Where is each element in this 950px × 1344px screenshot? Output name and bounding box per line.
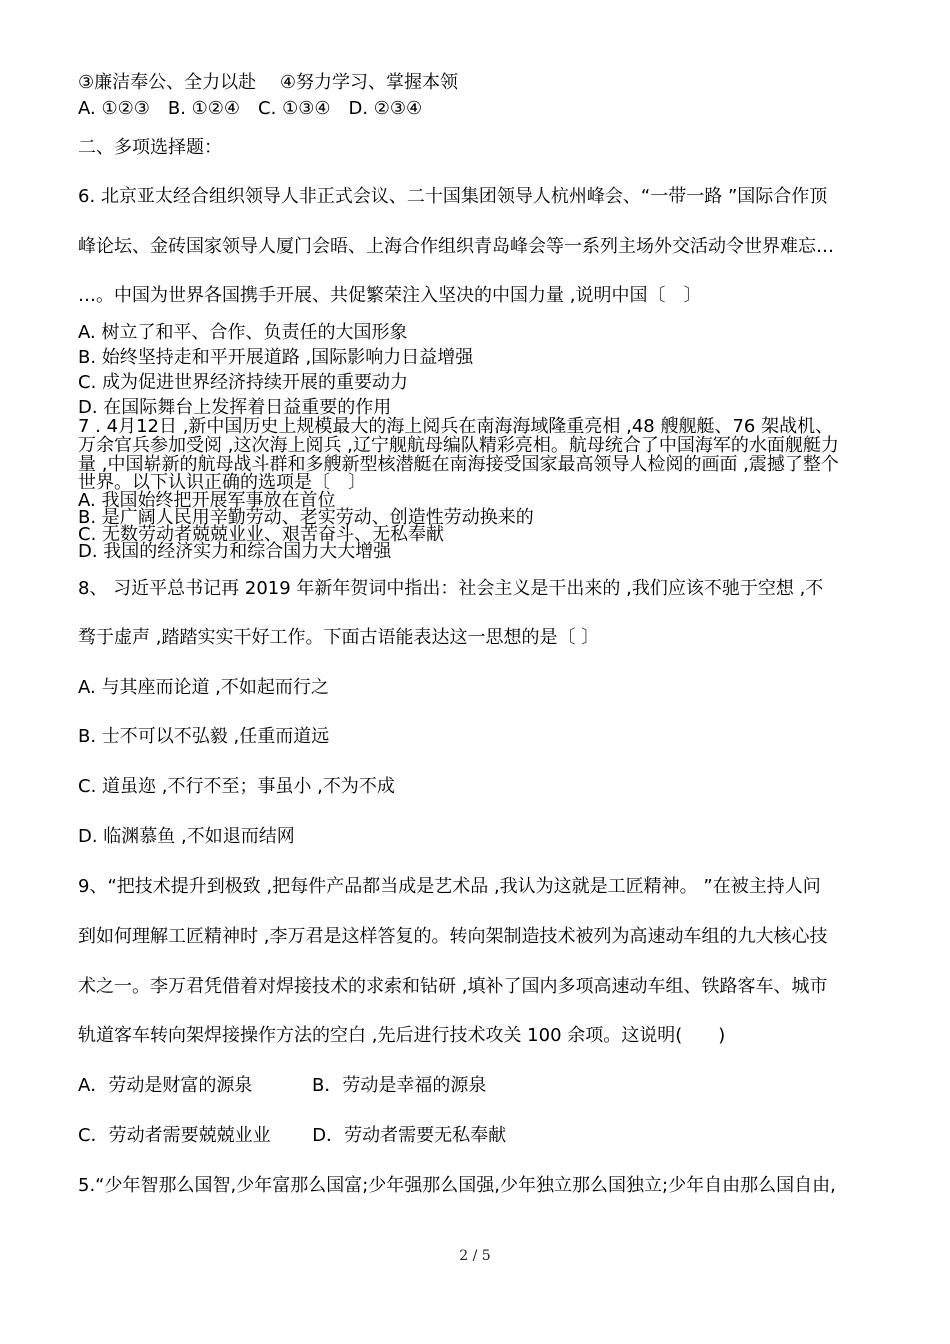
- question-7-line-4: 世界。以下认识正确的选项是〔 〕: [78, 472, 366, 493]
- question-6-option-d: D. 在国际舞台上发挥着日益重要的作用: [78, 397, 392, 418]
- question-8-option-a: A. 与其座而论道 ,不如起而行之: [78, 677, 329, 698]
- question-7-option-d: D. 我国的经济实力和综合国力大大增强: [78, 541, 392, 562]
- answer-choices-line: A. ①②③ B. ①②④ C. ①③④ D. ②③④: [78, 98, 423, 119]
- question-9-line-4: 轨道客车转向架焊接操作方法的空白 ,先后进行技术攻关 100 余项。这说明( ): [78, 1025, 726, 1046]
- question-9-line-3: 术之一。李万君凭借着对焊接技术的求索和钻研 ,填补了国内多项高速动车组、铁路客车、城市: [78, 976, 828, 997]
- option-line-3-4: ③廉洁奉公、全力以赴 ④努力学习、掌握本领: [78, 72, 458, 93]
- question-8-option-c: C. 道虽迩 ,不行不至；事虽小 ,不为不成: [78, 776, 395, 797]
- question-5-line-1: 5.“少年智那么国智,少年富那么国富;少年强那么国强,少年独立那么国独立;少年自由那么国自由,: [78, 1175, 836, 1196]
- question-6-option-c: C. 成为促进世界经济持续开展的重要动力: [78, 372, 409, 393]
- question-9-line-2: 到如何理解工匠精神时 ,李万君是这样答复的。转向架制造技术被列为高速动车组的九大核心技: [78, 926, 828, 947]
- question-6-line-2: 峰论坛、金砖国家领导人厦门会晤、上海合作组织青岛峰会等一系列主场外交活动令世界难忘…: [78, 236, 834, 257]
- question-6-option-b: B. 始终坚持走和平开展道路 ,国际影响力日益增强: [78, 347, 474, 368]
- question-7-option-b: B. 是广阔人民用辛勤劳动、老实劳动、创造性劳动换来的: [78, 507, 534, 528]
- question-9-options-cd: C．劳动者需要兢兢业业 D．劳动者需要无私奉献: [78, 1125, 507, 1146]
- question-8-option-d: D. 临渊慕鱼 ,不如退而结网: [78, 826, 295, 847]
- question-7-line-2: 万余官兵参加受阅 ,这次海上阅兵 ,辽宁舰航母编队精彩亮相。航母统合了中国海军的水面舰艇力: [78, 435, 839, 456]
- question-8-option-b: B. 士不可以不弘毅 ,任重而道远: [78, 726, 330, 747]
- question-9-line-1: 9、“把技术提升到极致 ,把每件产品都当成是艺术品 ,我认为这就是工匠精神。 ”在被主持人问: [78, 876, 821, 897]
- section-heading: 二、多项选择题：: [78, 137, 222, 158]
- question-8-line-1: 8、 习近平总书记再 2019 年新年贺词中指出：社会主义是干出来的 ,我们应该不驰于空想 ,不: [78, 578, 824, 599]
- question-7-line-3: 量 ,中国崭新的航母战斗群和多艘新型核潜艇在南海接受国家最高领导人检阅的画面 ,震撼了整个: [78, 454, 839, 475]
- question-6-option-a: A. 树立了和平、合作、负责任的大国形象: [78, 322, 408, 343]
- question-6-line-3: …。中国为世界各国携手开展、共促繁荣注入坚决的中国力量 ,说明中国〔 〕: [78, 285, 702, 306]
- question-6-line-1: 6. 北京亚太经合组织领导人非正式会议、二十国集团领导人杭州峰会、“一带一路 ”国际合作顶: [78, 186, 828, 207]
- question-7-option-a: A. 我国始终把开展军事放在首位: [78, 490, 336, 511]
- page-number: 2 / 5: [459, 1248, 491, 1264]
- question-8-line-2: 骛于虚声 ,踏踏实实干好工作。下面古语能表达这一思想的是〔 〕: [78, 627, 600, 648]
- question-9-options-ab: A．劳动是财富的源泉 B．劳动是幸福的源泉: [78, 1075, 487, 1096]
- question-7-line-1: 7 . 4月12日 ,新中国历史上规模最大的海上阅兵在南海海域隆重亮相 ,48 艘舰艇、76 架战机、: [78, 416, 834, 437]
- question-7-option-c: C. 无数劳动者兢兢业业、艰苦奋斗、无私奉献: [78, 524, 445, 545]
